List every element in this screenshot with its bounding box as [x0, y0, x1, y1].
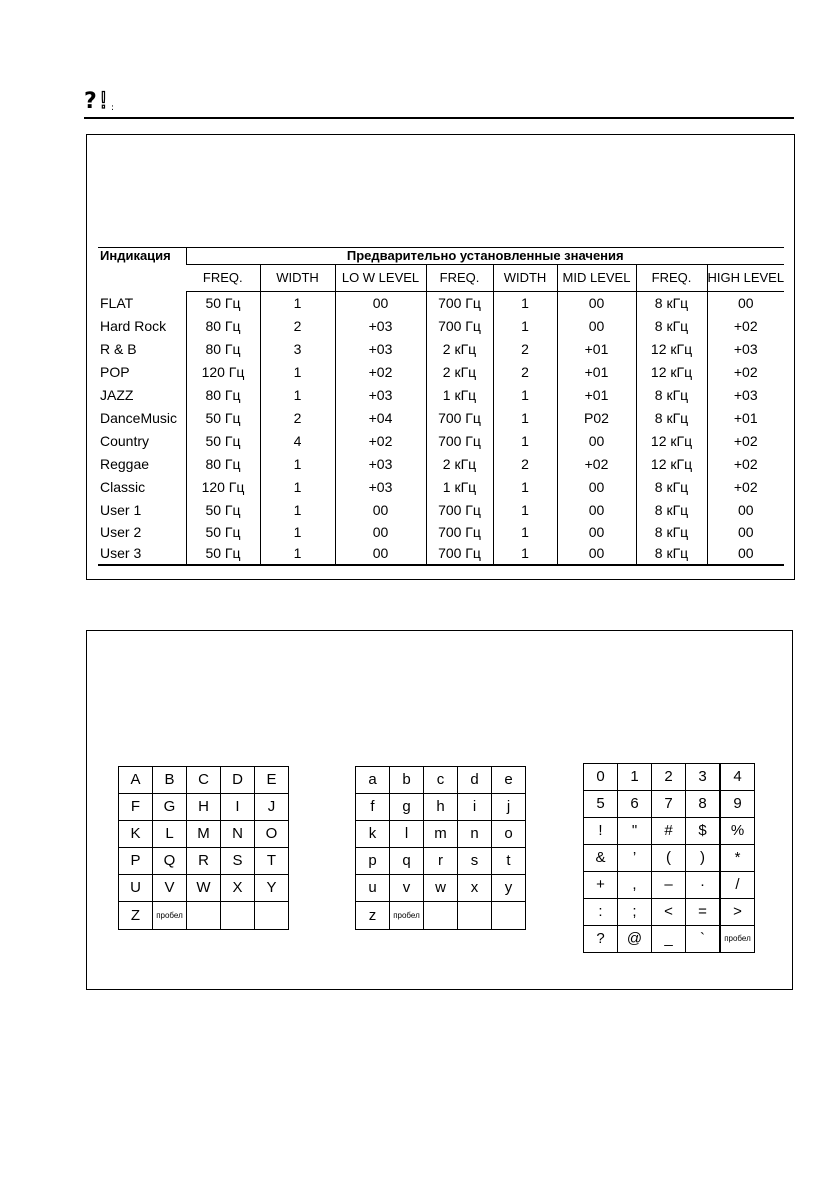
- column-header: WIDTH: [260, 265, 335, 292]
- char-cell: R: [187, 848, 221, 875]
- char-cell: 0: [584, 764, 618, 791]
- char-cell: J: [255, 794, 289, 821]
- char-cell: w: [424, 875, 458, 902]
- preset-value: 50 Гц: [186, 522, 260, 543]
- preset-value: 50 Гц: [186, 292, 260, 316]
- preset-value: 700 Гц: [426, 522, 493, 543]
- preset-value: +02: [707, 453, 784, 476]
- preset-value: +02: [335, 430, 426, 453]
- svg-text:?: ?: [84, 89, 97, 114]
- column-header: MID LEVEL: [557, 265, 636, 292]
- grid-row: [119, 821, 289, 848]
- preset-value: 00: [557, 543, 636, 565]
- preset-value: 2 кГц: [426, 338, 493, 361]
- preset-value: 80 Гц: [186, 338, 260, 361]
- table-row: [98, 407, 784, 430]
- svg-text::: :: [111, 103, 115, 113]
- char-cell: ): [686, 845, 721, 872]
- char-cell: g: [390, 794, 424, 821]
- preset-name: POP: [100, 364, 130, 380]
- preset-value: 1 кГц: [426, 384, 493, 407]
- preset-value: 1: [493, 430, 557, 453]
- preset-value: 80 Гц: [186, 315, 260, 338]
- char-cell: пробел: [390, 902, 424, 930]
- preset-value: 00: [707, 499, 784, 522]
- char-cell: O: [255, 821, 289, 848]
- grid-row: [584, 818, 755, 845]
- char-cell: _: [652, 926, 686, 953]
- char-cell: 4: [720, 764, 755, 791]
- char-cell: 3: [686, 764, 721, 791]
- char-cell: :: [584, 899, 618, 926]
- preset-value: +02: [335, 361, 426, 384]
- preset-value: 00: [557, 476, 636, 499]
- preset-name: DanceMusic: [100, 410, 178, 426]
- preset-value: +03: [707, 338, 784, 361]
- char-cell: x: [458, 875, 492, 902]
- char-cell: [187, 902, 221, 930]
- preset-value: 120 Гц: [186, 361, 260, 384]
- grid-row: [356, 821, 526, 848]
- preset-name: Reggae: [100, 456, 150, 472]
- preset-value: +03: [335, 453, 426, 476]
- preset-name: User 3: [98, 543, 186, 565]
- table-row: [98, 315, 784, 338]
- preset-name: User 2: [100, 524, 142, 540]
- header-rule: [84, 117, 794, 119]
- grid-row: [356, 875, 526, 902]
- table-row: [98, 430, 784, 453]
- char-cell: %: [720, 818, 755, 845]
- char-cell: +: [584, 872, 618, 899]
- preset-value: 700 Гц: [426, 292, 493, 316]
- char-cell: ’: [618, 845, 652, 872]
- uppercase-char-grid: [118, 766, 289, 930]
- grid-row: [584, 926, 755, 953]
- char-cell: h: [424, 794, 458, 821]
- char-cell: 2: [652, 764, 686, 791]
- char-cell: p: [356, 848, 390, 875]
- char-cell: 6: [618, 791, 652, 818]
- grid-row: [584, 791, 755, 818]
- char-cell: 1: [618, 764, 652, 791]
- grid-row: [119, 794, 289, 821]
- char-cell: пробел: [720, 926, 755, 953]
- preset-value: 700 Гц: [426, 407, 493, 430]
- char-cell: r: [424, 848, 458, 875]
- char-cell: >: [720, 899, 755, 926]
- preset-value: 00: [335, 292, 426, 316]
- char-cell: k: [356, 821, 390, 848]
- preset-name: Country: [100, 433, 150, 449]
- preset-value: +04: [335, 407, 426, 430]
- char-cell: v: [390, 875, 424, 902]
- char-cell: –: [652, 872, 686, 899]
- preset-name: FLAT: [100, 294, 134, 311]
- preset-value: 00: [557, 522, 636, 543]
- grid-row: [356, 767, 526, 794]
- char-cell: n: [458, 821, 492, 848]
- char-cell: B: [153, 767, 187, 794]
- char-cell: V: [153, 875, 187, 902]
- char-cell: &: [584, 845, 618, 872]
- char-cell: u: [356, 875, 390, 902]
- preset-value: +03: [335, 476, 426, 499]
- char-cell: j: [492, 794, 526, 821]
- preset-value: 8 кГц: [636, 499, 707, 522]
- preset-value: 00: [707, 543, 784, 565]
- char-cell: f: [356, 794, 390, 821]
- preset-value: 1: [493, 407, 557, 430]
- preset-value: +02: [707, 361, 784, 384]
- preset-value: +01: [557, 361, 636, 384]
- grid-row: [584, 764, 755, 791]
- column-header: FREQ.: [186, 265, 260, 292]
- char-cell: Z: [119, 902, 153, 930]
- char-cell: W: [187, 875, 221, 902]
- grid-row: [584, 845, 755, 872]
- preset-value: 1: [260, 543, 335, 565]
- table-row: [98, 453, 784, 476]
- preset-value: 2: [493, 361, 557, 384]
- svg-text:!: !: [99, 89, 108, 114]
- preset-value: 1: [493, 499, 557, 522]
- char-cell: 9: [720, 791, 755, 818]
- preset-value: 1: [260, 522, 335, 543]
- char-cell: пробел: [153, 902, 187, 930]
- char-cell: N: [221, 821, 255, 848]
- preset-value: 00: [557, 430, 636, 453]
- char-cell: ;: [618, 899, 652, 926]
- preset-value: 00: [335, 543, 426, 565]
- char-cell: 7: [652, 791, 686, 818]
- table-row: [98, 338, 784, 361]
- char-cell: G: [153, 794, 187, 821]
- char-cell: 8: [686, 791, 721, 818]
- char-cell: e: [492, 767, 526, 794]
- preset-value: 2 кГц: [426, 361, 493, 384]
- char-cell: d: [458, 767, 492, 794]
- indication-header: Индикация: [98, 248, 186, 292]
- preset-value: 2: [260, 315, 335, 338]
- char-cell: y: [492, 875, 526, 902]
- preset-value: 700 Гц: [426, 499, 493, 522]
- eq-preset-table: [98, 247, 784, 566]
- grid-row: [119, 848, 289, 875]
- preset-value: +01: [707, 407, 784, 430]
- preset-name: User 1: [100, 502, 142, 518]
- char-cell: a: [356, 767, 390, 794]
- char-cell: z: [356, 902, 390, 930]
- preset-name: R & B: [100, 341, 137, 357]
- preset-values-header: Предварительно установленные значения: [186, 248, 784, 265]
- char-cell: m: [424, 821, 458, 848]
- preset-value: 700 Гц: [426, 315, 493, 338]
- preset-value: 2: [493, 453, 557, 476]
- char-cell: @: [618, 926, 652, 953]
- table-row: [98, 384, 784, 407]
- char-cell: (: [652, 845, 686, 872]
- preset-value: 12 кГц: [636, 338, 707, 361]
- char-cell: M: [187, 821, 221, 848]
- preset-value: 3: [260, 338, 335, 361]
- preset-value: 12 кГц: [636, 361, 707, 384]
- table-row: [98, 476, 784, 499]
- char-cell: U: [119, 875, 153, 902]
- preset-value: 80 Гц: [186, 453, 260, 476]
- char-cell: c: [424, 767, 458, 794]
- preset-value: 1: [260, 453, 335, 476]
- char-cell: *: [720, 845, 755, 872]
- char-cell: i: [458, 794, 492, 821]
- column-header: FREQ.: [426, 265, 493, 292]
- preset-value: 700 Гц: [426, 543, 493, 565]
- char-cell: Y: [255, 875, 289, 902]
- preset-value: 50 Гц: [186, 499, 260, 522]
- preset-value: 00: [557, 292, 636, 316]
- char-cell: ?: [584, 926, 618, 953]
- char-cell: ·: [686, 872, 721, 899]
- char-cell: I: [221, 794, 255, 821]
- char-cell: Q: [153, 848, 187, 875]
- preset-value: +03: [707, 384, 784, 407]
- preset-value: 50 Гц: [186, 407, 260, 430]
- preset-value: +03: [335, 384, 426, 407]
- preset-value: 8 кГц: [636, 407, 707, 430]
- char-cell: 5: [584, 791, 618, 818]
- grid-row: [356, 794, 526, 821]
- preset-value: +02: [707, 476, 784, 499]
- preset-value: 8 кГц: [636, 315, 707, 338]
- column-header: HIGH LEVEL: [707, 265, 784, 292]
- preset-value: +03: [335, 338, 426, 361]
- preset-value: 1 кГц: [426, 476, 493, 499]
- preset-value: 8 кГц: [636, 384, 707, 407]
- preset-value: 1: [493, 476, 557, 499]
- preset-value: 00: [707, 292, 784, 316]
- preset-value: 8 кГц: [636, 543, 707, 565]
- char-cell: L: [153, 821, 187, 848]
- preset-value: 00: [557, 499, 636, 522]
- grid-row: [119, 767, 289, 794]
- preset-value: 2: [493, 338, 557, 361]
- preset-value: 1: [260, 499, 335, 522]
- preset-value: 1: [493, 384, 557, 407]
- char-cell: ,: [618, 872, 652, 899]
- preset-value: 1: [493, 292, 557, 316]
- preset-value: 8 кГц: [636, 522, 707, 543]
- char-cell: A: [119, 767, 153, 794]
- preset-value: +02: [707, 430, 784, 453]
- preset-value: 1: [493, 522, 557, 543]
- char-cell: X: [221, 875, 255, 902]
- preset-value: 50 Гц: [186, 430, 260, 453]
- grid-row: [119, 875, 289, 902]
- table-row: [98, 543, 784, 565]
- grid-row: [119, 902, 289, 930]
- char-cell: o: [492, 821, 526, 848]
- char-cell: [255, 902, 289, 930]
- grid-row: [356, 902, 526, 930]
- preset-value: 00: [707, 522, 784, 543]
- preset-value: 120 Гц: [186, 476, 260, 499]
- preset-value: P02: [557, 407, 636, 430]
- preset-value: 00: [335, 499, 426, 522]
- preset-value: 1: [260, 361, 335, 384]
- preset-value: +01: [557, 338, 636, 361]
- preset-name: Classic: [100, 479, 146, 495]
- char-cell: D: [221, 767, 255, 794]
- char-cell: !: [584, 818, 618, 845]
- column-header: WIDTH: [493, 265, 557, 292]
- preset-value: 1: [260, 292, 335, 316]
- char-cell: [492, 902, 526, 930]
- symbol-char-grid: [583, 763, 755, 953]
- preset-value: 00: [335, 522, 426, 543]
- char-cell: q: [390, 848, 424, 875]
- preset-name: Hard Rock: [100, 318, 167, 334]
- preset-value: 2: [260, 407, 335, 430]
- eq-table-body: [98, 292, 784, 566]
- char-cell: [221, 902, 255, 930]
- grid-row: [356, 848, 526, 875]
- char-cell: b: [390, 767, 424, 794]
- question-exclamation-icon: [84, 86, 124, 118]
- char-cell: T: [255, 848, 289, 875]
- table-row: [98, 522, 784, 543]
- char-cell: $: [686, 818, 721, 845]
- grid-row: [584, 872, 755, 899]
- char-cell: H: [187, 794, 221, 821]
- preset-value: 4: [260, 430, 335, 453]
- char-cell: P: [119, 848, 153, 875]
- char-cell: #: [652, 818, 686, 845]
- char-cell: t: [492, 848, 526, 875]
- preset-value: 8 кГц: [636, 292, 707, 316]
- preset-value: 8 кГц: [636, 476, 707, 499]
- char-cell: `: [686, 926, 721, 953]
- char-cell: =: [686, 899, 721, 926]
- preset-name: JAZZ: [100, 387, 134, 403]
- preset-value: 700 Гц: [426, 430, 493, 453]
- char-cell: [458, 902, 492, 930]
- preset-value: 50 Гц: [186, 543, 260, 565]
- preset-value: +02: [707, 315, 784, 338]
- grid-row: [584, 899, 755, 926]
- table-row: [98, 361, 784, 384]
- char-cell: ": [618, 818, 652, 845]
- table-row: [98, 499, 784, 522]
- preset-value: 1: [260, 476, 335, 499]
- column-header: LO W LEVEL: [335, 265, 426, 292]
- preset-value: 12 кГц: [636, 453, 707, 476]
- char-cell: s: [458, 848, 492, 875]
- table-row: [98, 292, 784, 316]
- preset-value: 2 кГц: [426, 453, 493, 476]
- column-headers: [98, 265, 784, 292]
- char-cell: l: [390, 821, 424, 848]
- preset-value: +01: [557, 384, 636, 407]
- preset-value: 00: [557, 315, 636, 338]
- preset-value: 1: [493, 315, 557, 338]
- column-header: FREQ.: [636, 265, 707, 292]
- char-cell: /: [720, 872, 755, 899]
- preset-value: 12 кГц: [636, 430, 707, 453]
- char-cell: K: [119, 821, 153, 848]
- char-cell: [424, 902, 458, 930]
- preset-value: +03: [335, 315, 426, 338]
- char-cell: S: [221, 848, 255, 875]
- preset-value: 80 Гц: [186, 384, 260, 407]
- char-cell: E: [255, 767, 289, 794]
- char-cell: C: [187, 767, 221, 794]
- preset-value: +02: [557, 453, 636, 476]
- preset-value: 1: [260, 384, 335, 407]
- char-cell: F: [119, 794, 153, 821]
- lowercase-char-grid: [355, 766, 526, 930]
- char-cell: <: [652, 899, 686, 926]
- preset-value: 1: [493, 543, 557, 565]
